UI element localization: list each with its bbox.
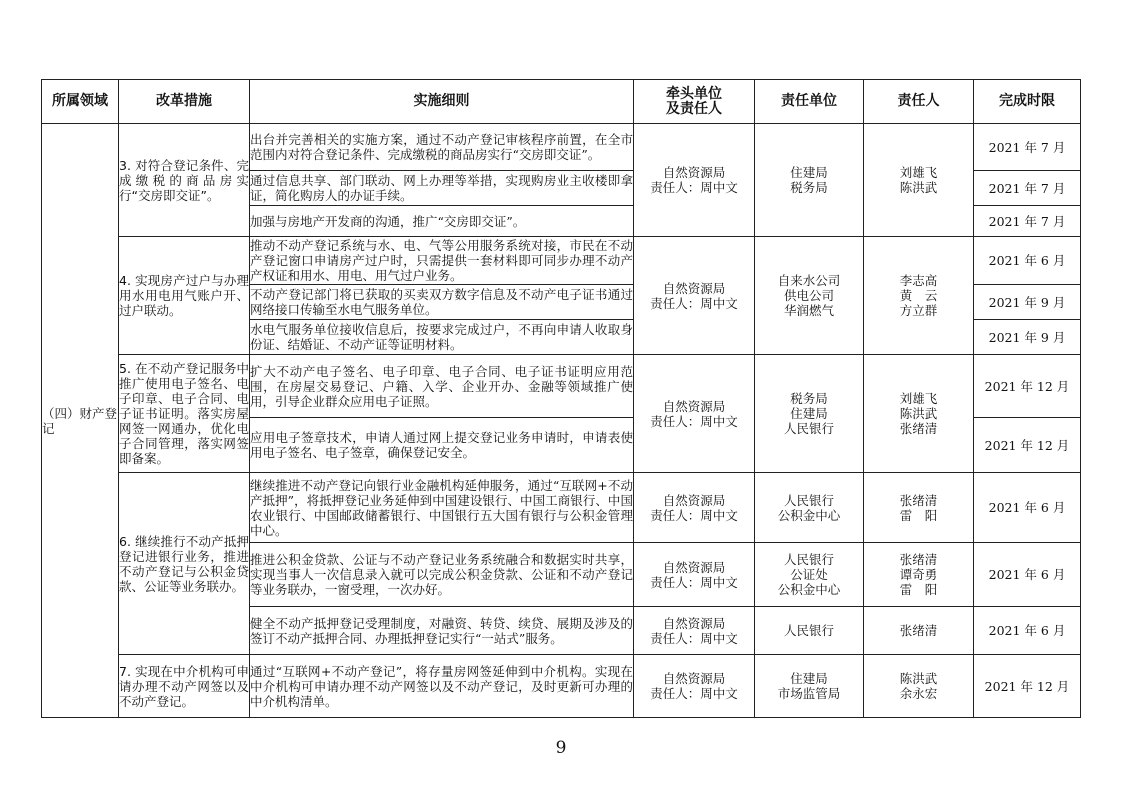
lead-cell (634, 655, 755, 718)
resp-unit: 市场监管局 (777, 686, 841, 701)
person-name: 陈洪武 (899, 180, 938, 195)
date-cell: 2021 年 7 月 (974, 171, 1081, 206)
field-cell: （四）财产登记 (42, 124, 119, 718)
resp-cell (755, 237, 864, 355)
person-name: 张绪清 (899, 421, 938, 436)
person-name: 刘雄飞 (899, 391, 938, 406)
person-cell (864, 124, 974, 237)
person-name: 李志高 (899, 273, 938, 288)
resp-unit: 公证处 (790, 567, 828, 582)
person-cell (864, 237, 974, 355)
lead-org: 自然资源局 (662, 615, 726, 631)
resp-unit: 住建局 (790, 671, 828, 686)
detail-cell: 继续推进不动产登记向银行业金融机构延伸服务，通过“互联网+不动产抵押”，将抵押登记业务延伸到中国建设银行、中国工商银行、中国农业银行、中国邮政储蓄银行、中国银行五大国有银行与公积金管理中心。 (250, 473, 634, 543)
lead-org: 自然资源局 (662, 398, 726, 414)
resp-cell (755, 655, 864, 718)
person-cell (864, 655, 974, 718)
date-cell: 2021 年 6 月 (974, 543, 1081, 607)
measure-cell: 4. 实现房产过户与办理用水用电用气账户开、过户联动。 (119, 237, 250, 355)
resp-unit: 自来水公司 (777, 273, 841, 288)
person-name: 张绪清 (899, 492, 938, 508)
person-cell (864, 355, 974, 473)
person-name: 刘雄飞 (899, 165, 938, 180)
measure-cell: 5. 在不动产登记服务中推广使用电子签名、电子印章、电子合同、电子证书证明。落实房屋网签一网通办，优化电子合同管理，落实网签即备案。 (119, 355, 250, 473)
lead-cell (634, 607, 755, 655)
detail-cell: 通过“互联网+不动产登记”，将存量房网签延伸到中介机构。实现在中介机构可申请办理不动产网签以及不动产登记，及时更新可办理的中介机构清单。 (250, 655, 634, 718)
lead-person: 责任人：周中文 (650, 180, 738, 195)
detail-cell: 推动不动产登记系统与水、电、气等公用服务系统对接，市民在不动产登记窗口申请房产过户时，只需提供一套材料即可同步办理不动产产权证和用水、用电、用气过户业务。 (250, 238, 633, 283)
lead-person: 责任人：周中文 (650, 413, 738, 429)
table-row (42, 355, 1081, 418)
header-date: 完成时限 (974, 80, 1081, 124)
date-cell: 2021 年 12 月 (974, 655, 1081, 718)
detail-cell: 出台并完善相关的实施方案，通过不动产登记审核程序前置，在全市范围内对符合登记条件、完成缴税的商品房实行“交房即交证”。 (250, 124, 634, 171)
date-cell: 2021 年 6 月 (974, 473, 1081, 543)
resp-unit: 住建局 (790, 165, 828, 180)
date-cell: 2021 年 12 月 (974, 355, 1081, 418)
header-person: 责任人 (864, 80, 974, 124)
resp-unit: 人民银行 (783, 492, 834, 508)
lead-org: 自然资源局 (662, 671, 726, 686)
person-name: 张绪清 (899, 623, 938, 638)
lead-person: 责任人：周中文 (650, 574, 738, 590)
person-name: 谭奇勇 (899, 567, 938, 582)
date-cell: 2021 年 6 月 (974, 237, 1081, 285)
table-row (42, 655, 1081, 718)
detail-cell: 推进公积金贷款、公证与不动产登记业务系统融合和数据实时共享，实现当事人一次信息录入就可以完成公积金贷款、公证和不动产登记等业务联办，一窗受理，一次办好。 (250, 543, 634, 607)
lead-cell (634, 237, 755, 355)
resp-cell (755, 124, 864, 237)
lead-person: 责任人：周中文 (650, 507, 738, 523)
detail-cell: 健全不动产抵押登记受理制度，对融资、转贷、续贷、展期及涉及的签订不动产抵押合同、办理抵押登记实行“一站式”服务。 (250, 607, 634, 655)
date-cell: 2021 年 9 月 (974, 320, 1081, 355)
detail-cell: 加强与房地产开发商的沟通，推广“交房即交证”。 (250, 206, 634, 237)
resp-cell (755, 473, 864, 543)
header-lead (634, 80, 755, 124)
resp-unit: 公积金中心 (777, 582, 841, 597)
lead-cell (634, 473, 755, 543)
page-number: 9 (555, 738, 567, 758)
table-row (42, 473, 1081, 543)
person-name: 黄 云 (899, 288, 938, 303)
person-name: 雷 阳 (899, 507, 938, 523)
table-row (42, 237, 1081, 285)
lead-person: 责任人：周中文 (650, 686, 738, 701)
measure-cell: 6. 继续推行不动产抵押登记进银行业务，推进不动产登记与公积金贷款、公证等业务联办。 (119, 473, 250, 655)
person-cell (864, 473, 974, 543)
header-field: 所属领域 (42, 80, 119, 124)
detail-cell: 不动产登记部门将已获取的买卖双方数字信息及不动产电子证书通过网络接口传输至水电气服务单位。 (250, 285, 634, 320)
measure-cell: 3. 对符合登记条件、完成缴税的商品房实行“交房即交证”。 (119, 124, 250, 237)
detail-cell: 水电气服务单位接收信息后，按要求完成过户，不再向申请人收取身份证、结婚证、不动产证等证明材料。 (250, 320, 634, 355)
resp-cell (755, 607, 864, 655)
person-name: 陈洪武 (899, 671, 938, 686)
resp-cell (755, 355, 864, 473)
date-cell: 2021 年 7 月 (974, 206, 1081, 237)
lead-org: 自然资源局 (662, 492, 726, 508)
detail-cell: 通过信息共享、部门联动、网上办理等举措，实现购房业主收楼即拿证，简化购房人的办证手续。 (250, 171, 634, 206)
detail-cell: 扩大不动产电子签名、电子印章、电子合同、电子证书证明应用范围，在房屋交易登记、户籍、入学、企业开办、金融等领域推广使用，引导企业群众应用电子证照。 (250, 355, 634, 418)
header-lead-line2: 及责任人 (666, 100, 722, 117)
table-row (42, 124, 1081, 171)
header-resp: 责任单位 (755, 80, 864, 124)
measure-cell: 7. 实现在中介机构可申请办理不动产网签以及不动产登记。 (119, 655, 250, 718)
resp-cell (755, 543, 864, 607)
resp-unit: 人民银行 (783, 623, 834, 638)
date-cell: 2021 年 9 月 (974, 285, 1081, 320)
lead-org: 自然资源局 (662, 280, 726, 296)
person-name: 雷 阳 (899, 582, 938, 597)
date-cell: 2021 年 7 月 (974, 124, 1081, 171)
person-cell (864, 607, 974, 655)
resp-unit: 人民银行 (783, 552, 834, 567)
lead-cell (634, 355, 755, 473)
resp-unit: 税务局 (790, 180, 828, 195)
person-name: 陈洪武 (899, 406, 938, 421)
header-measure: 改革措施 (119, 80, 250, 124)
lead-person: 责任人：周中文 (650, 630, 738, 646)
header-detail: 实施细则 (250, 80, 634, 124)
resp-unit: 税务局 (790, 391, 828, 406)
lead-org: 自然资源局 (662, 559, 726, 575)
lead-person: 责任人：周中文 (650, 295, 738, 311)
lead-org: 自然资源局 (662, 165, 726, 180)
person-name: 张绪清 (899, 552, 938, 567)
reform-table (41, 79, 1081, 718)
resp-unit: 住建局 (790, 406, 828, 421)
resp-unit: 人民银行 (783, 421, 834, 436)
person-name: 余永宏 (899, 686, 938, 701)
header-lead-line1: 牵头单位 (666, 85, 722, 102)
lead-cell (634, 543, 755, 607)
resp-unit: 华润燃气 (783, 303, 834, 318)
header-row (42, 80, 1081, 124)
person-name: 方立群 (899, 303, 938, 318)
person-cell (864, 543, 974, 607)
detail-cell: 应用电子签章技术，申请人通过网上提交登记业务申请时，申请表使用电子签名、电子签章，确保登记安全。 (250, 418, 634, 473)
resp-unit: 公积金中心 (777, 507, 841, 523)
lead-cell (634, 124, 755, 237)
date-cell: 2021 年 6 月 (974, 607, 1081, 655)
resp-unit: 供电公司 (783, 288, 834, 303)
date-cell: 2021 年 12 月 (974, 418, 1081, 473)
